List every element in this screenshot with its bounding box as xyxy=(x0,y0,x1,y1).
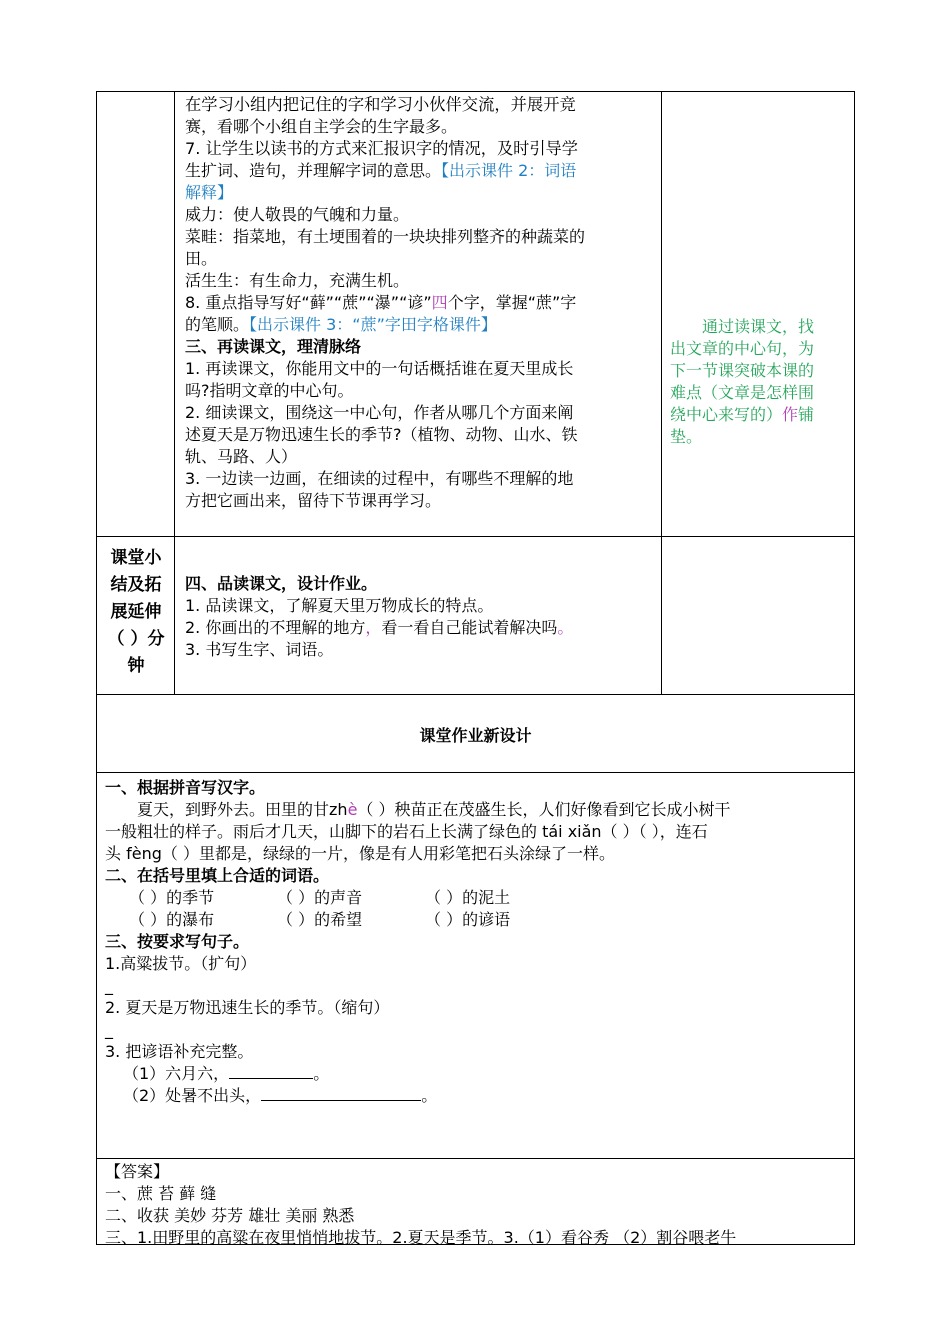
section-heading: 四、品读课文，设计作业。 xyxy=(185,574,378,593)
fill-item: （ ）的声音 xyxy=(277,888,363,907)
text-line: 赛，看哪个小组自主学会的生字最多。 xyxy=(185,117,458,136)
answer-line: 一、蔗 苔 藓 缝 xyxy=(105,1184,217,1203)
text-line: 3. 书写生字、词语。 xyxy=(185,640,334,659)
lesson-plan-table xyxy=(96,91,855,1245)
question-heading: 一、根据拼音写汉字。 xyxy=(105,778,266,797)
text-fragment: 看一看自己能试着解决吗 xyxy=(381,618,558,637)
stage-label-cell xyxy=(97,537,175,694)
fill-item: （ ）的谚语 xyxy=(425,910,511,929)
fill-item: （ ）的季节 xyxy=(129,888,215,907)
question-line xyxy=(105,1085,850,1107)
question-line: 1.高粱拔节。（扩句） xyxy=(105,954,257,973)
design-intent-text xyxy=(670,316,850,448)
stage-label xyxy=(103,545,169,680)
summary-row xyxy=(96,537,855,695)
text-line xyxy=(185,314,657,336)
text-fragment: 8. 重点指导写好“藓”“蔗”“瀑”“谚” xyxy=(185,293,432,312)
label-line: 展延伸 xyxy=(110,602,162,622)
highlight-text: 。 xyxy=(557,618,574,637)
fill-row xyxy=(105,887,850,909)
fill-item: （ ）的泥土 xyxy=(425,888,511,907)
text-fragment: （1）六月六， xyxy=(123,1064,230,1083)
homework-title: 课堂作业新设计 xyxy=(419,726,532,745)
paragraph-line xyxy=(105,799,850,821)
pinyin-tone: è xyxy=(347,800,358,819)
text-line: 述夏天是万物迅速生长的季节?（植物、动物、山水、铁 xyxy=(185,425,578,444)
homework-title-row xyxy=(96,695,855,773)
text-fragment: 。 xyxy=(421,1086,438,1105)
label-line: 结及拓 xyxy=(110,575,162,595)
text-line: 吗?指明文章的中心句。 xyxy=(185,381,354,400)
text-fragment: 。 xyxy=(313,1064,330,1083)
answer-blank[interactable] xyxy=(229,1064,313,1079)
paragraph-line: 一般粗壮的样子。雨后才几天，山脚下的岩石上长满了绿色的 tái xiǎn（ ）（ ），连石 xyxy=(105,822,708,841)
highlight-text: 四 xyxy=(431,293,448,312)
text-fragment: （2）处暑不出头， xyxy=(123,1086,262,1105)
text-line: 下一节课突破本课的 xyxy=(670,361,815,380)
text-line: 方把它画出来，留待下节课再学习。 xyxy=(185,491,442,510)
paragraph-line: 头 fèng（ ）里都是，绿绿的一片，像是有人用彩笔把石头涂绿了一样。 xyxy=(105,844,615,863)
answers-content xyxy=(105,1161,850,1249)
homework-content xyxy=(105,777,850,1107)
text-line: 难点（文章是怎样围 xyxy=(670,383,815,402)
answer-space: _ xyxy=(105,1020,113,1039)
question-line: 2. 夏天是万物迅速生长的季节。（缩句） xyxy=(105,998,390,1017)
text-line xyxy=(185,617,657,639)
text-fragment: 2. 你画出的不理解的地方 xyxy=(185,618,366,637)
fill-item: （ ）的瀑布 xyxy=(129,910,215,929)
answer-line: 二、收获 美妙 芬芳 雄壮 美丽 熟悉 xyxy=(105,1206,355,1225)
text-line xyxy=(670,404,850,426)
pinyin: zh xyxy=(329,800,348,819)
courseware-link: 【出示课件 2：词语 xyxy=(441,161,577,180)
text-line: 在学习小组内把记住的字和学习小伙伴交流，并展开竞 xyxy=(185,95,576,114)
label-line: 钟 xyxy=(127,656,145,676)
section-heading: 三、再读课文，理清脉络 xyxy=(185,337,362,356)
text-line: 出文章的中心句，为 xyxy=(670,339,815,358)
answer-line: 三、1.田野里的高粱在夜里悄悄地拔节。2.夏天是季节。3.（1）看谷秀 （2）割谷喂老牛 xyxy=(105,1228,737,1247)
text-line: 垫。 xyxy=(670,427,703,446)
text-line: 田。 xyxy=(185,249,218,268)
activity-cell xyxy=(175,92,662,536)
answers-title: 【答案】 xyxy=(105,1162,170,1181)
text-fragment: 铺 xyxy=(798,405,815,424)
answer-blank[interactable] xyxy=(261,1086,421,1101)
fill-item: （ ）的希望 xyxy=(277,910,363,929)
activity-cell xyxy=(175,537,662,694)
text-line: 1. 再读课文，你能用文中的一句话概括谁在夏天里成长 xyxy=(185,359,574,378)
text-line xyxy=(185,160,657,182)
design-intent-cell xyxy=(662,537,854,694)
highlight-text: 作 xyxy=(782,405,799,424)
fill-row xyxy=(105,909,850,931)
text-line: 威力：使人敬畏的气魄和力量。 xyxy=(185,205,410,224)
text-line xyxy=(185,292,657,314)
question-line: 3. 把谚语补充完整。 xyxy=(105,1042,254,1061)
text-fragment: 个字，掌握“蔗”字 xyxy=(447,293,577,312)
question-heading: 三、按要求写句子。 xyxy=(105,932,250,951)
homework-row xyxy=(96,773,855,1159)
text-line: 3. 一边读一边画，在细读的过程中，有哪些不理解的地 xyxy=(185,469,574,488)
courseware-link: 【出示课件 3：“蔗”字田字格课件】 xyxy=(249,315,497,334)
question-line xyxy=(105,1063,850,1085)
text-fragment: 的笔顺。 xyxy=(185,315,250,334)
text-line: 2. 细读课文，围绕这一中心句，作者从哪几个方面来阐 xyxy=(185,403,574,422)
stage-label-cell xyxy=(97,92,175,536)
activity-text xyxy=(185,573,657,661)
text-fragment: 夏天，到野外去。田里的甘 xyxy=(137,800,330,819)
text-fragment: 生扩词、造句，并理解字词的意思。 xyxy=(185,161,442,180)
text-line: 1. 品读课文，了解夏天里万物成长的特点。 xyxy=(185,596,494,615)
question-heading: 二、在括号里填上合适的词语。 xyxy=(105,866,330,885)
text-line: 通过读课文，找 xyxy=(702,317,815,336)
label-line: 课堂小 xyxy=(110,548,162,568)
answer-space: _ xyxy=(105,976,113,995)
highlight-text: ， xyxy=(365,618,382,637)
text-line: 轨、马路、人） xyxy=(185,447,298,466)
text-line: 7. 让学生以读书的方式来汇报识字的情况，及时引导学 xyxy=(185,139,578,158)
text-line: 菜畦：指菜地，有土埂围着的一块块排列整齐的种蔬菜的 xyxy=(185,227,586,246)
text-fragment: 绕中心来写的） xyxy=(670,405,783,424)
label-line: （ ）分 xyxy=(107,629,165,649)
activity-text xyxy=(185,94,657,512)
teaching-process-row xyxy=(96,91,855,537)
design-intent-cell xyxy=(662,92,854,536)
text-line: 活生生：有生命力，充满生机。 xyxy=(185,271,410,290)
text-fragment: （ ）秧苗正在茂盛生长，人们好像看到它长成小树干 xyxy=(357,800,731,819)
text-line: 解释】 xyxy=(185,183,234,202)
answers-row xyxy=(96,1159,855,1245)
